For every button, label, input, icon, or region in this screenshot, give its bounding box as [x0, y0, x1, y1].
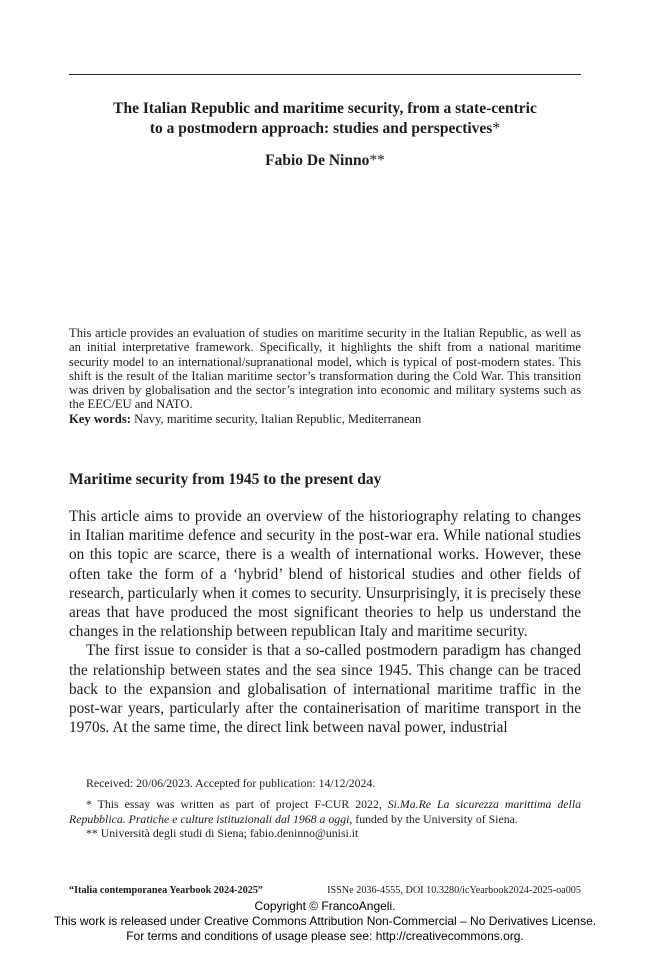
footnote-1-suffix: , funded by the University of Siena.	[349, 811, 518, 826]
journal-name: “Italia contemporanea Yearbook 2024-2025”	[69, 885, 264, 896]
section-heading: Maritime security from 1945 to the present day	[69, 471, 382, 488]
author-line	[69, 151, 581, 171]
article-title	[69, 99, 581, 139]
keywords	[69, 412, 581, 426]
footnote-1-prefix: * This essay was written as part of project F-CUR 2022,	[86, 797, 388, 812]
abstract	[69, 326, 581, 426]
footnote-2: ** Università degli studi di Siena; fabio.deninno@unisi.it	[86, 825, 359, 840]
copyright-line-3: For terms and conditions of usage please see: http://creativecommons.org.	[126, 929, 524, 943]
title-footnote-mark: *	[492, 120, 501, 137]
keywords-label: Key words:	[69, 411, 131, 426]
received-note: Received: 20/06/2023. Accepted for publication: 14/12/2024.	[86, 776, 376, 790]
title-line-1: The Italian Republic and maritime security, from a state-centric	[113, 100, 537, 117]
top-rule	[69, 74, 581, 75]
body-paragraph-2: The first issue to consider is that a so-called postmodern paradigm has changed the relationship between states and the sea since 1945. This change can be traced back to the expansion and globalisation of international maritime traffic in the post-war years, particularly after the containerisation of maritime transport in the 1970s. At the same time, the direct link between naval power, industrial	[69, 642, 581, 737]
issn-doi: ISSNe 2036-4555, DOI 10.3280/icYearbook2024-2025-oa005	[327, 885, 581, 896]
body-paragraph-1: This article aims to provide an overview of the historiography relating to changes in Italian maritime defence and security in the post-war era. While national studies on this topic are scarce, there is a wealth of international works. However, these often take the form of a ‘hybrid’ blend of historical studies and other fields of research, particularly when it comes to security. Unsurprisingly, it is precisely these areas that have produced the most significant theories to help us understand the changes in the relationship between republican Italy and maritime security.	[69, 508, 581, 641]
abstract-text: This article provides an evaluation of studies on maritime security in the Italian Republic, as well as an initial interpretative framework. Specifically, it highlights the shift from a national maritime security model to an international/supranational model, which is typical of post-modern states. This shift is the result of the Italian maritime sector’s transformation during the Cold War. This transition was driven by globalisation and the sector’s integration into economic and military systems such as the EEC/EU and NATO.	[69, 326, 581, 412]
copyright-line-1: Copyright © FrancoAngeli.	[254, 899, 396, 913]
copyright-line-2: This work is released under Creative Commons Attribution Non-Commercial – No Derivatives License.	[53, 914, 597, 928]
author-footnote-mark: **	[369, 152, 385, 169]
title-line-2-text: to a postmodern approach: studies and perspectives	[149, 120, 493, 137]
author-name: Fabio De Ninno	[265, 152, 370, 169]
footnotes	[69, 776, 581, 840]
footnote-1-project-title: Si.Ma.Re La sicurezza marittima della Repubblica. Pratiche e culture istituzionali dal 1968 a oggi	[69, 797, 581, 826]
footnote-1	[69, 797, 581, 826]
keywords-list: Navy, maritime security, Italian Republic, Mediterranean	[134, 411, 422, 426]
copyright-notice	[0, 899, 650, 944]
title-line-2	[69, 119, 581, 139]
body-text	[69, 507, 581, 737]
